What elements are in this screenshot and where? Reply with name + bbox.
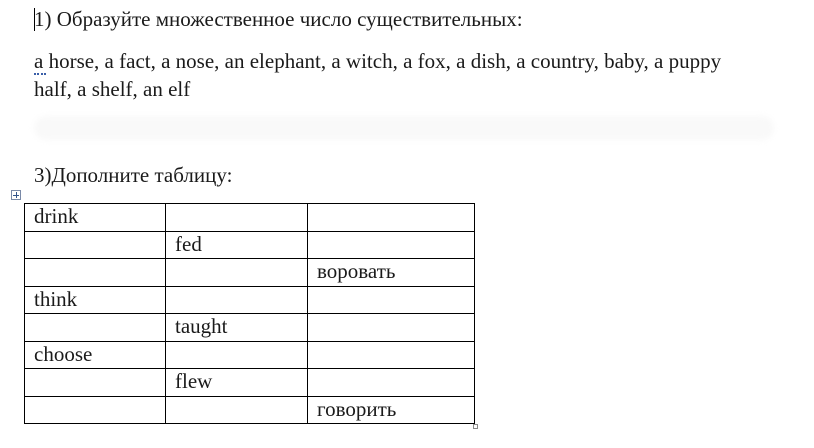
table-cell[interactable] <box>25 369 166 397</box>
table-row <box>25 231 475 259</box>
table-move-icon[interactable] <box>11 190 21 200</box>
table-cell[interactable]: taught <box>166 314 308 342</box>
table-row <box>25 341 475 369</box>
table-cell[interactable] <box>25 314 166 342</box>
table-cell[interactable] <box>166 396 308 424</box>
table-row <box>25 259 475 287</box>
table-cell[interactable]: drink <box>25 204 166 232</box>
table-resize-icon[interactable] <box>473 424 478 429</box>
blurred-text-region <box>34 116 774 140</box>
table-cell[interactable] <box>308 341 475 369</box>
spellcheck-underline <box>34 70 46 75</box>
table-cell[interactable] <box>166 204 308 232</box>
table-row <box>25 204 475 232</box>
table-cell[interactable] <box>166 259 308 287</box>
table-row <box>25 286 475 314</box>
table-row <box>25 396 475 424</box>
table-cell[interactable] <box>25 259 166 287</box>
table-cell[interactable] <box>308 286 475 314</box>
table-cell[interactable] <box>308 204 475 232</box>
table-row <box>25 369 475 397</box>
table-cell[interactable] <box>25 396 166 424</box>
table-cell[interactable]: говорить <box>308 396 475 424</box>
task3-title: 3)Дополните таблицу: <box>34 163 233 187</box>
table-cell[interactable]: воровать <box>308 259 475 287</box>
table-row <box>25 314 475 342</box>
verb-table <box>24 203 475 424</box>
table-cell[interactable] <box>25 231 166 259</box>
table-cell[interactable] <box>308 314 475 342</box>
task1-title: 1) Образуйте множественное число существительных: <box>34 7 523 31</box>
table-cell[interactable] <box>166 341 308 369</box>
table-cell[interactable]: think <box>25 286 166 314</box>
task1-words-line-1: a horse, a fact, a nose, an elephant, a witch, a fox, a dish, a country, baby, a puppy <box>34 49 722 73</box>
table-cell[interactable] <box>308 231 475 259</box>
table-cell[interactable]: choose <box>25 341 166 369</box>
table-cell[interactable]: fed <box>166 231 308 259</box>
table-cell[interactable]: flew <box>166 369 308 397</box>
table-cell[interactable] <box>166 286 308 314</box>
task1-words-line-2: half, a shelf, an elf <box>34 77 191 101</box>
table-cell[interactable] <box>308 369 475 397</box>
